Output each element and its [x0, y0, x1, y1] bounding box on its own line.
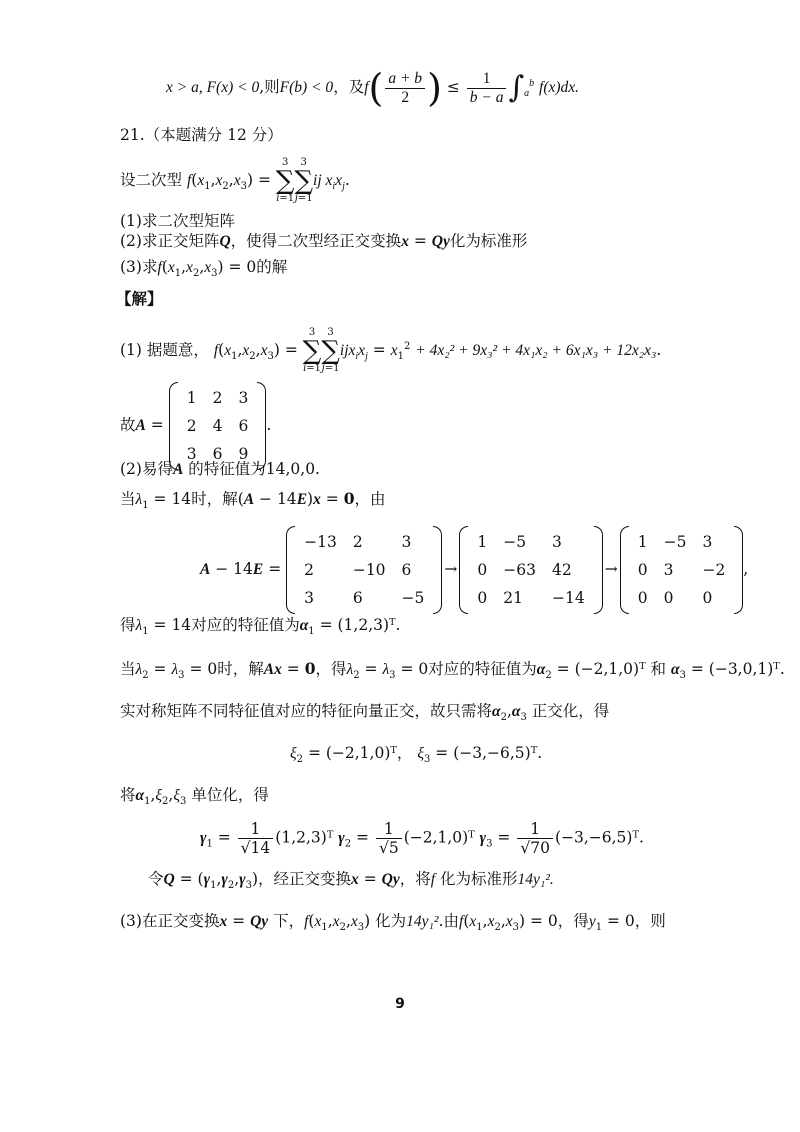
- Q-b: ，经正交变换: [258, 870, 352, 888]
- top-continuation-line: x > a, F(x) < 0,则F(b) < 0，及f( $\frac{a + b}{2}$ ) ≤ $\frac{1}{b - a}$ $\int_a^b$ f(x)dx.: [166, 66, 580, 110]
- when1-c: ，由: [354, 490, 386, 508]
- when1-a: 当: [120, 490, 136, 508]
- xi3-value: (−3,−6,5)ᵀ: [453, 744, 538, 762]
- condition-text: x > a, F(x) < 0: [166, 79, 260, 96]
- sum-j-2: 3 ∑ j=1: [321, 327, 340, 374]
- orthogonal-line: 实对称矩阵不同特征值对应的特征向量正交，故只需将$\alpha_2,\alpha_3$ 正交化，得: [120, 702, 610, 724]
- gamma3-vec: (−3,−6,5)ᵀ: [554, 828, 639, 847]
- matrix-step2-cell: 1: [477, 533, 488, 551]
- matrix-step3: [620, 526, 744, 614]
- alpha2-value: (−2,1,0)ᵀ: [574, 660, 646, 678]
- matrix-A-cell: 4: [212, 417, 223, 435]
- eigenvalue-line: (2)易得A 的特征值为14,0,0.: [120, 460, 320, 478]
- solution-part3: (3)在正交变换x = Qy 下，$f(x_1,x_2,x_3)$ 化为14y₁².由$f(x_1,x_2,x_3) = 0$，得$y_1 = 0$，则: [120, 912, 666, 934]
- matrix-step2-cell: −63: [503, 561, 536, 579]
- matrix-step3-cell: 0: [663, 589, 674, 607]
- when2-a: 当: [120, 660, 136, 678]
- vec1-b: 对应的特征值为: [191, 616, 300, 634]
- quadratic-form-symbol: f: [186, 172, 192, 189]
- s1-prefix: (1) 据题意，: [120, 341, 209, 359]
- sum-i: 3 ∑ i=1: [275, 157, 295, 204]
- Q-line: 令$Q = (\gamma_1,\gamma_2,\gamma_3)$，经正交变换x = Qy，将f 化为标准形14y₁².: [148, 870, 554, 892]
- q3-suffix: 的解: [256, 258, 288, 276]
- gamma1-vec: (1,2,3)ᵀ: [275, 828, 334, 847]
- matrix-A-cell: 2: [186, 417, 197, 435]
- matrix-step2-cell: 3: [552, 533, 562, 551]
- s2-eigen-text: 的特征值为14,0,0.: [188, 460, 320, 478]
- solution-label: 【解】: [116, 289, 163, 308]
- s1-expansion: + 4x₂² + 9x₃² + 4x₁x₂ + 6x₁x₃ + 12x₂x₃: [415, 342, 657, 359]
- reciprocal-fraction: $\frac{1}{b - a}$: [467, 70, 507, 107]
- matrix-step1-cell: 2: [352, 533, 363, 551]
- matrix-step1-cell: 6: [352, 589, 363, 607]
- q2-suffix: 化为标准形: [449, 232, 528, 250]
- matrix-step3-cell: 0: [637, 589, 648, 607]
- s3-f: ，则: [634, 912, 666, 930]
- xi2-value: (−2,1,0)ᵀ: [325, 744, 397, 762]
- s1-matrix-prefix: 故: [120, 416, 136, 434]
- matrix-step2-cell: −14: [552, 589, 585, 607]
- question-3: (3)求$f(x_1,x_2,x_3) = 0$的解: [120, 258, 288, 280]
- Q-d: 化为标准形: [439, 870, 518, 888]
- when1-b: 时，解: [191, 490, 238, 508]
- matrix-step3-cell: −5: [663, 533, 687, 551]
- s3-a: (3)在正交变换: [120, 912, 220, 930]
- alpha3-value: (−3,0,1)ᵀ: [708, 660, 780, 678]
- matrix-A-line: 故A = 1 2 3 2 4 6 3 6 9 .: [120, 382, 271, 470]
- alpha1-value: (1,2,3)ᵀ: [337, 616, 396, 634]
- unit-b: 单位化，得: [191, 786, 269, 804]
- sum-j: 3 ∑ j=1: [294, 157, 314, 204]
- matrix-step1-cell: 3: [401, 533, 412, 551]
- gamma1-frac: $\frac{1}{√14}$: [238, 820, 274, 857]
- matrix-step2-cell: 0: [477, 589, 488, 607]
- result-text: F(b) < 0: [279, 79, 334, 96]
- integrand: f(x)dx.: [539, 79, 580, 96]
- and-text: ，及: [333, 78, 365, 96]
- gamma3-frac: $\frac{1}{√70}$: [517, 820, 553, 857]
- problem-setup: 设二次型 $f(x_1,x_2,x_3)$ = 3 ∑ i=1 3 ∑ j=1 ij $x_ix_j$.: [120, 157, 350, 204]
- matrix-step2-cell: 0: [477, 561, 488, 579]
- problem-header: 21.（本题满分 12 分）: [120, 126, 283, 144]
- matrix-step1-cell: 6: [401, 561, 412, 579]
- question-2: (2)求正交矩阵Q，使得二次型经正交变换x = Qy化为标准形: [120, 232, 528, 250]
- vec1-a: 得: [120, 616, 136, 634]
- matrix-A-cell: 3: [186, 445, 197, 463]
- question-1: (1)求二次型矩阵: [120, 212, 235, 230]
- matrix-step3-cell: 3: [663, 561, 674, 579]
- page-number: 9: [395, 996, 405, 1012]
- s3-form: 14y₁²: [406, 913, 439, 930]
- matrix-step3-cell: 1: [637, 533, 648, 551]
- s3-d: .由: [438, 912, 459, 930]
- gamma2-frac: $\frac{1}{√5}$: [376, 820, 402, 857]
- when2-b: 时，解: [217, 660, 264, 678]
- mean-fraction: $\frac{a + b}{2}$: [385, 70, 425, 107]
- gamma-line: $\gamma_1$ = $\frac{1}{√14}$ (1,2,3)ᵀ $\gamma_2$ = $\frac{1}{√5}$ (−2,1,0)ᵀ $\gamma_3$ = $\frac{1}{√70}$ (−3,−6,5)ᵀ.: [200, 820, 644, 857]
- Q-a: 令: [148, 870, 164, 888]
- when2-d: 对应的特征值为: [428, 660, 537, 678]
- matrix-step3-cell: 3: [702, 533, 713, 551]
- orth-text: 实对称矩阵不同特征值对应的特征向量正交，故只需将: [120, 702, 493, 720]
- matrix-step3-cell: 0: [702, 589, 713, 607]
- normalize-line: 将$\alpha_1,\xi_2,\xi_3$ 单位化，得: [120, 786, 269, 808]
- Q-c: ，将: [399, 870, 431, 888]
- matrix-Q: Q: [219, 233, 231, 250]
- q3-prefix: (3)求: [120, 258, 158, 276]
- s3-e: ，得: [557, 912, 589, 930]
- matrix-step3-cell: −2: [702, 561, 726, 579]
- f-symbol: f: [364, 79, 369, 96]
- matrix-step3-cell: 0: [637, 561, 648, 579]
- orth-end: 正交化，得: [531, 702, 610, 720]
- matrix-A-cell: 6: [238, 417, 249, 435]
- matrix-A-cell: 1: [186, 389, 197, 407]
- s3-c: 化为: [375, 912, 407, 930]
- matrix-step1: [286, 526, 442, 614]
- lambda23-line: 当$\lambda_2 = \lambda_3 = 0$时，解Ax = 0，得$\lambda_2 = \lambda_3 = 0$对应的特征值为$\alpha_2$ = (−2,1,0)ᵀ 和 $\alpha_3$ = (−3,0,1)ᵀ.: [120, 659, 785, 682]
- sum-i-2: 3 ∑ i=1: [302, 327, 322, 374]
- transform-eq: x: [401, 233, 409, 250]
- xi-line: $\xi_2$ = (−2,1,0)ᵀ， $\xi_3$ = (−3,−6,5)ᵀ.: [290, 744, 543, 766]
- matrix-step1-cell: −13: [304, 533, 337, 551]
- s3-b: 下，: [273, 912, 305, 930]
- matrix-step1-cell: −5: [401, 589, 425, 607]
- matrix-step2: [459, 526, 602, 614]
- setup-prefix: 设二次型: [120, 171, 183, 189]
- matrix-A-cell: 6: [212, 445, 223, 463]
- matrix-step2-cell: −5: [503, 533, 527, 551]
- setup-expression: ij x: [313, 172, 333, 189]
- q2-mid: ，使得二次型经正交变换: [230, 232, 402, 250]
- integral-sign: ∫: [508, 70, 525, 105]
- lambda1-line: 当$\lambda_1 = 14$时，解(A − 14E)x = 0，由: [120, 489, 386, 512]
- matrix-step2-cell: 21: [503, 589, 524, 607]
- alpha1-line: 得$\lambda_1 = 14$对应的特征值为$\alpha_1$ = (1,2,3)ᵀ.: [120, 616, 401, 638]
- s2-eigen: (2)易得: [120, 460, 173, 478]
- when2-c: ，得: [315, 660, 347, 678]
- then-text: ,则: [259, 78, 280, 96]
- matrix-step2-cell: 42: [552, 561, 572, 579]
- unit-a: 将: [120, 786, 136, 804]
- q2-prefix: (2)求正交矩阵: [120, 232, 220, 250]
- matrix-A: [169, 382, 267, 470]
- matrix-step1-cell: 3: [304, 589, 314, 607]
- solution-part1: (1) 据题意， $f(x_1,x_2,x_3)$ = 3 ∑ i=1 3 ∑ j=1 $ijx_ix_j = x_1^2 + 4x_2^2 + 9x_3^2 + 4x_1x_2 + 6x_1x_3 + 12x_2x_3$.: [120, 327, 662, 374]
- and-word: 和: [650, 660, 667, 678]
- row-reduction: A − 14E = −13 2 3 2 −10 6 3 6 −5 → 1 −5 3 0 −63 42 0 21 −14 → 1 −5 3 0 3 −2 0 0 0 ,: [200, 526, 748, 614]
- arrow-1: →: [444, 560, 458, 578]
- matrix-A-cell: 9: [238, 445, 249, 463]
- matrix-step1-cell: −10: [352, 561, 386, 579]
- arrow-2: →: [604, 560, 618, 578]
- matrix-step1-cell: 2: [304, 561, 314, 579]
- matrix-A-cell: 3: [238, 389, 249, 407]
- gamma2-vec: (−2,1,0)ᵀ: [403, 828, 475, 847]
- matrix-A-cell: 2: [212, 389, 223, 407]
- paren-left: (: [368, 66, 384, 110]
- Q-form: 14y₁².: [517, 871, 554, 888]
- paren-right: ): [427, 66, 442, 110]
